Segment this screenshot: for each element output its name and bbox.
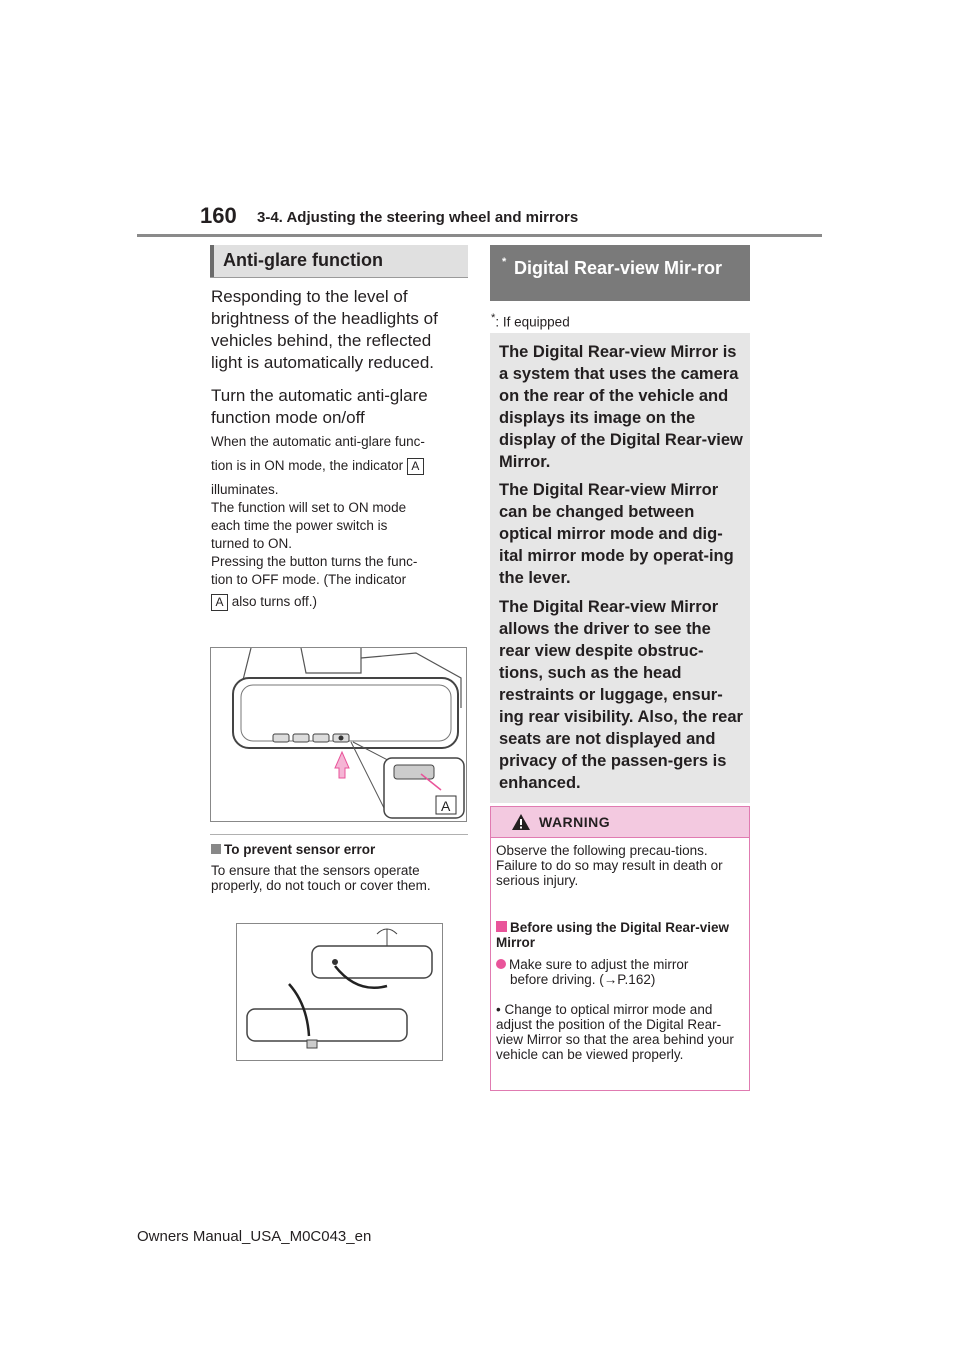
indicator-paragraph	[211, 433, 473, 611]
anti-glare-subheading: Turn the automatic anti-glare function mode on/off	[211, 386, 428, 427]
section-title: 3-4. Adjusting the steering wheel and mirrors	[257, 209, 579, 226]
text-line: tion to OFF mode. (The indicator	[211, 572, 407, 587]
figure-divider	[210, 834, 468, 835]
text-line: also turns off.)	[231, 594, 318, 609]
sensor-figure	[236, 923, 443, 1061]
anti-glare-heading-text: Anti-glare function	[223, 250, 383, 270]
text-line: each time the power switch is	[211, 518, 388, 533]
text-line: The function will set to ON mode	[211, 500, 407, 515]
asterisk-mark: *	[502, 256, 507, 268]
warning-bullet-2: • Change to optical mirror mode and adjust the position of the Digital Rear-view Mirror so that the area behind your vehicle can be viewed properly.	[496, 1002, 734, 1062]
figure-callout-a: A	[441, 798, 451, 814]
two-mirrors-illustration	[237, 924, 442, 1060]
summary-paragraph-2: The Digital Rear-view Mirror can be changed between optical mirror mode and dig-ital mirror mode by operat-ing the lever.	[499, 481, 734, 587]
if-equipped-text: : If equipped	[495, 314, 570, 330]
mirror-illustration	[211, 648, 466, 821]
summary-paragraph-1: The Digital Rear-view Mirror is a system that uses the camera on the rear of the vehicle and displays its image on the display of the Digital Rear-view Mirror.	[499, 343, 743, 471]
text-line: illuminates.	[211, 482, 279, 497]
mirror-indicator-figure	[210, 647, 467, 822]
text-line: turned to ON.	[211, 536, 293, 551]
if-equipped-note	[491, 312, 570, 330]
indicator-a-label: A	[211, 594, 228, 611]
digital-mirror-heading	[490, 245, 750, 301]
footer-doc-id: Owners Manual_USA_M0C043_en	[137, 1228, 372, 1245]
asterisk-mark: *	[491, 312, 496, 324]
warning-title-bar	[491, 807, 749, 838]
pink-bullet-icon	[496, 959, 506, 969]
indicator-a-label: A	[407, 458, 424, 475]
warning-subheading	[496, 920, 746, 950]
page-reference-link[interactable]: P.162)	[617, 972, 656, 987]
text-line: When the automatic anti-glare func-	[211, 434, 425, 449]
pink-square-icon	[496, 921, 507, 932]
warning-triangle-icon	[511, 813, 531, 831]
anti-glare-heading	[210, 245, 468, 278]
arrow-right-icon: →	[603, 972, 618, 987]
warning-intro: Observe the following precau-tions. Failure to do so may result in death or serious injury.	[496, 843, 723, 888]
sensor-error-body: To ensure that the sensors operate properly, do not touch or cover them.	[211, 863, 431, 893]
text-line: Pressing the button turns the func-	[211, 554, 418, 569]
bullet-1-line-a: Make sure to adjust the mirror	[509, 957, 689, 972]
warning-box	[490, 806, 750, 1091]
bullet-1-line-b: before driving. (	[510, 972, 604, 987]
sensor-error-heading-text: To prevent sensor error	[224, 842, 376, 857]
anti-glare-intro: Responding to the level of brightness of the headlights of vehicles behind, the reflected light is automatically reduced.	[211, 287, 438, 372]
text-line: tion is in ON mode, the indicator	[211, 458, 404, 473]
summary-paragraph-3: The Digital Rear-view Mirror allows the driver to see the rear view despite obstruc-tions, such as the head restraints or luggage, ensur-ing rear visibility. Also, the rear seats are not displayed and privacy of the passen-gers is enhanced.	[499, 598, 743, 792]
warning-bullet-1	[496, 957, 746, 987]
heading-square-icon	[211, 844, 221, 854]
warning-title: WARNING	[539, 814, 611, 830]
page-number: 160	[200, 203, 237, 228]
digital-mirror-summary-box	[490, 333, 750, 803]
warning-subheading-text: Before using the Digital Rear-view Mirror	[496, 920, 730, 950]
digital-mirror-heading-text: Digital Rear-view Mir-ror	[514, 258, 723, 278]
sensor-error-heading	[211, 842, 375, 857]
heading-accent-bar	[210, 245, 214, 277]
header-divider	[137, 234, 822, 237]
